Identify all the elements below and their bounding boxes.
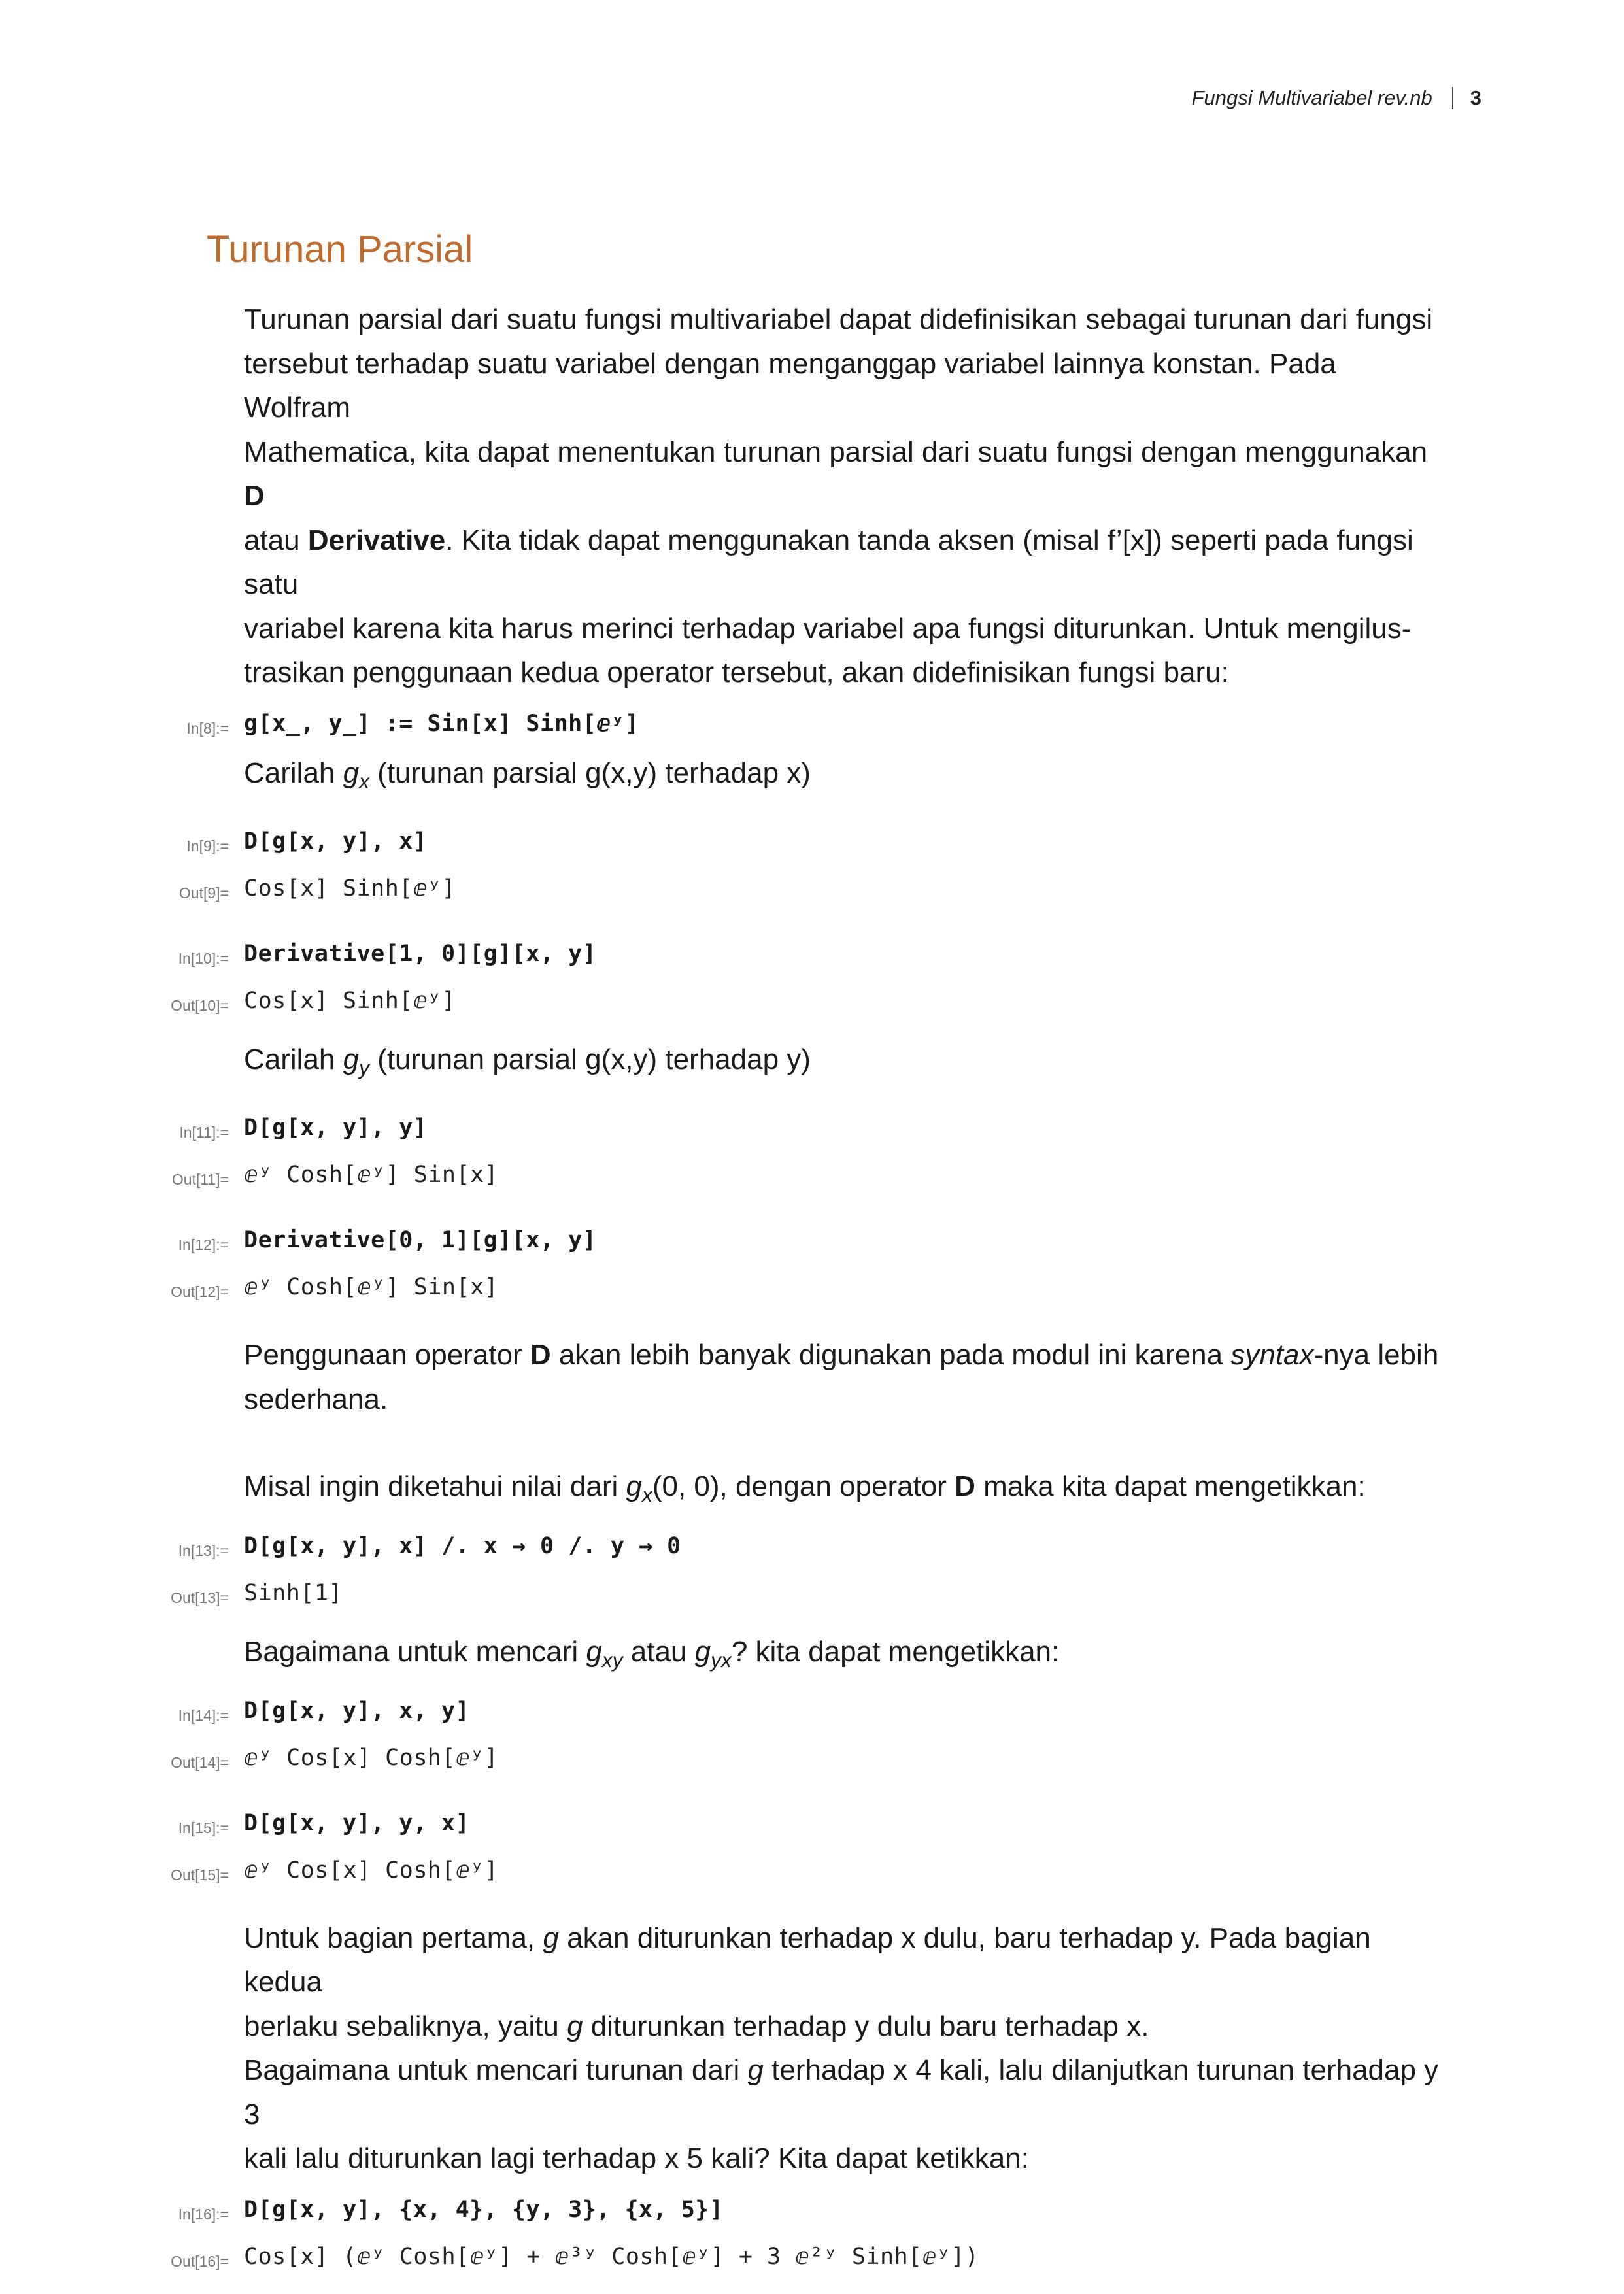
cell-output: Sinh[1] xyxy=(244,1579,343,1606)
cell-label: In[13]:= xyxy=(178,1542,229,1559)
operator-name: D xyxy=(955,1470,975,1503)
text-paragraph xyxy=(244,1630,1447,1682)
text-span: Carilah xyxy=(244,756,343,789)
cell-output: Cos[x] Sinh[ⅇʸ] xyxy=(244,875,456,902)
text-span: (turunan parsial g(x,y) terhadap x) xyxy=(369,756,811,789)
math-symbol: g xyxy=(543,1921,559,1954)
cell-code[interactable]: g[x_, y_] := Sin[x] Sinh[ⅇʸ] xyxy=(244,710,639,737)
cell-label: Out[16]= xyxy=(171,2252,229,2270)
text-paragraph xyxy=(244,1916,1447,2181)
input-cell[interactable] xyxy=(0,2190,1624,2237)
text-line: variabel karena kita harus merinci terhadap variabel apa fungsi diturunkan. Untuk mengilus- xyxy=(244,612,1412,645)
text-span: Bagaimana untuk mencari xyxy=(244,1635,586,1668)
operator-name: Derivative xyxy=(307,524,446,556)
cell-label: In[8]:= xyxy=(186,719,229,737)
text-line xyxy=(244,1037,1447,1090)
output-cell xyxy=(0,981,1624,1028)
math-subscript: x xyxy=(642,1483,652,1507)
math-variable xyxy=(343,1043,369,1079)
cell-output: ⅇʸ Cosh[ⅇʸ] Sin[x] xyxy=(244,1274,499,1301)
cell-label: In[10]:= xyxy=(178,949,229,967)
input-cell[interactable] xyxy=(0,1108,1624,1155)
cell-label: Out[14]= xyxy=(171,1753,229,1771)
cell-output: ⅇʸ Cosh[ⅇʸ] Sin[x] xyxy=(244,1162,499,1189)
text-span: Mathematica, kita dapat menentukan turunan parsial dari suatu fungsi dengan menggunakan xyxy=(244,435,1428,468)
cell-code[interactable]: D[g[x, y], x, y] xyxy=(244,1697,470,1724)
text-line: sederhana. xyxy=(244,1383,388,1415)
input-cell[interactable] xyxy=(0,704,1624,751)
math-symbol: g xyxy=(586,1635,602,1668)
text-paragraph xyxy=(244,1333,1447,1421)
text-span: maka kita dapat mengetikkan: xyxy=(975,1470,1366,1503)
cell-label: In[11]:= xyxy=(179,1124,229,1141)
section-title: Turunan Parsial xyxy=(207,228,473,271)
text-line: trasikan penggunaan kedua operator tersebut, akan didefinisikan fungsi baru: xyxy=(244,656,1229,688)
math-symbol: g xyxy=(343,1043,360,1075)
output-cell xyxy=(0,869,1624,916)
cell-label: In[14]:= xyxy=(178,1706,229,1724)
math-variable xyxy=(586,1635,623,1672)
text-line xyxy=(244,1333,1447,1377)
math-variable xyxy=(626,1470,652,1507)
input-cell[interactable] xyxy=(0,1691,1624,1738)
cell-label: In[16]:= xyxy=(178,2205,229,2223)
text-span: atau xyxy=(622,1635,695,1668)
text-line: kali lalu diturunkan lagi terhadap x 5 kali? Kita dapat ketikkan: xyxy=(244,2142,1029,2175)
math-subscript: x xyxy=(359,769,369,793)
text-span: terhadap x 4 kali, lalu dilanjutkan turunan terhadap y 3 xyxy=(244,2054,1439,2131)
text-span: atau xyxy=(244,524,308,556)
text-span: (turunan parsial g(x,y) terhadap y) xyxy=(369,1043,811,1075)
cell-label: Out[12]= xyxy=(171,1283,229,1301)
operator-name: D xyxy=(244,480,265,512)
cell-label: Out[9]= xyxy=(178,884,229,902)
cell-label: Out[11]= xyxy=(171,1171,229,1189)
text-span: -nya lebih xyxy=(1313,1339,1439,1372)
input-cell[interactable] xyxy=(0,1221,1624,1268)
text-line xyxy=(244,518,1447,607)
math-symbol: g xyxy=(626,1470,643,1503)
text-span: (0, 0), dengan operator xyxy=(652,1470,955,1503)
math-symbol: g xyxy=(343,756,360,789)
output-cell xyxy=(0,1268,1624,1315)
cell-label: In[15]:= xyxy=(178,1819,229,1836)
text-line xyxy=(244,1464,1447,1517)
output-cell xyxy=(0,1155,1624,1202)
text-span: diturunkan terhadap y dulu baru terhadap x. xyxy=(583,2010,1149,2042)
text-span: Untuk bagian pertama, xyxy=(244,1921,543,1954)
cell-code[interactable]: D[g[x, y], x] /. x → 0 /. y → 0 xyxy=(244,1532,681,1559)
math-symbol: g xyxy=(747,2054,764,2087)
text-span: akan diturunkan terhadap x dulu, baru terhadap y. Pada bagian kedua xyxy=(244,1921,1371,1999)
input-cell[interactable] xyxy=(0,1804,1624,1851)
math-subscript: xy xyxy=(601,1647,623,1672)
text-paragraph xyxy=(244,1037,1447,1090)
text-paragraph xyxy=(244,751,1447,803)
cell-output: ⅇʸ Cos[x] Cosh[ⅇʸ] xyxy=(244,1744,499,1771)
output-cell xyxy=(0,1851,1624,1898)
text-span: ? kita dapat mengetikkan: xyxy=(731,1635,1060,1668)
cell-code[interactable]: Derivative[0, 1][g][x, y] xyxy=(244,1227,597,1254)
math-symbol: g xyxy=(567,2010,583,2042)
text-line: Turunan parsial dari suatu fungsi multivariabel dapat didefinisikan sebagai turunan dari fungsi xyxy=(244,303,1433,335)
text-line xyxy=(244,1630,1447,1682)
cell-label: Out[10]= xyxy=(171,996,229,1014)
page-number: 3 xyxy=(1470,86,1481,109)
output-cell xyxy=(0,1738,1624,1785)
math-variable xyxy=(694,1635,732,1672)
cell-label: Out[13]= xyxy=(171,1589,229,1606)
math-symbol: g xyxy=(694,1635,711,1668)
text-span: . Kita tidak dapat menggunakan tanda aksen (misal f’[x]) seperti pada fungsi satu xyxy=(244,524,1413,600)
cell-code[interactable]: D[g[x, y], x] xyxy=(244,828,428,854)
text-line xyxy=(244,2048,1447,2136)
text-span: Carilah xyxy=(244,1043,343,1075)
cell-label: In[9]:= xyxy=(186,837,229,854)
text-line xyxy=(244,751,1447,803)
text-span: akan lebih banyak digunakan pada modul ini karena xyxy=(550,1339,1231,1372)
text-line xyxy=(244,430,1447,518)
text-paragraph xyxy=(244,1464,1447,1517)
cell-code[interactable]: Derivative[1, 0][g][x, y] xyxy=(244,940,597,967)
cell-code[interactable]: D[g[x, y], y, x] xyxy=(244,1810,470,1836)
text-span: Misal ingin diketahui nilai dari xyxy=(244,1470,626,1503)
math-variable xyxy=(343,756,369,793)
math-subscript: yx xyxy=(711,1647,732,1672)
input-cell[interactable] xyxy=(0,1527,1624,1574)
emphasis-text: syntax xyxy=(1230,1339,1314,1372)
notebook-name: Fungsi Multivariabel rev.nb xyxy=(1191,86,1432,109)
intro-paragraph xyxy=(244,297,1447,695)
text-span: Bagaimana untuk mencari turunan dari xyxy=(244,2054,748,2087)
text-line xyxy=(244,1916,1447,2004)
output-cell xyxy=(0,2237,1624,2284)
cell-label: Out[15]= xyxy=(171,1866,229,1883)
text-line xyxy=(244,2004,1447,2049)
cell-code[interactable]: D[g[x, y], {x, 4}, {y, 3}, {x, 5}] xyxy=(244,2196,724,2223)
cell-label: In[12]:= xyxy=(178,1236,229,1254)
cell-output: Cos[x] Sinh[ⅇʸ] xyxy=(244,987,456,1014)
cell-output: Cos[x] (ⅇʸ Cosh[ⅇʸ] + ⅇ³ʸ Cosh[ⅇʸ] + 3 ⅇ²ʸ Sinh[ⅇʸ]) xyxy=(244,2243,979,2270)
input-cell[interactable] xyxy=(0,822,1624,869)
cell-output: ⅇʸ Cos[x] Cosh[ⅇʸ] xyxy=(244,1857,499,1883)
math-subscript: y xyxy=(359,1055,369,1079)
text-span: Penggunaan operator xyxy=(244,1339,530,1372)
input-cell[interactable] xyxy=(0,934,1624,981)
notebook-content xyxy=(0,297,1624,2284)
page-header xyxy=(1192,86,1481,110)
text-line: tersebut terhadap suatu variabel dengan menganggap variabel lainnya konstan. Pada Wolfram xyxy=(244,347,1336,424)
operator-name: D xyxy=(530,1339,551,1372)
cell-code[interactable]: D[g[x, y], y] xyxy=(244,1115,428,1141)
text-span: berlaku sebaliknya, yaitu xyxy=(244,2010,567,2042)
header-divider xyxy=(1452,87,1453,109)
output-cell xyxy=(0,1574,1624,1621)
